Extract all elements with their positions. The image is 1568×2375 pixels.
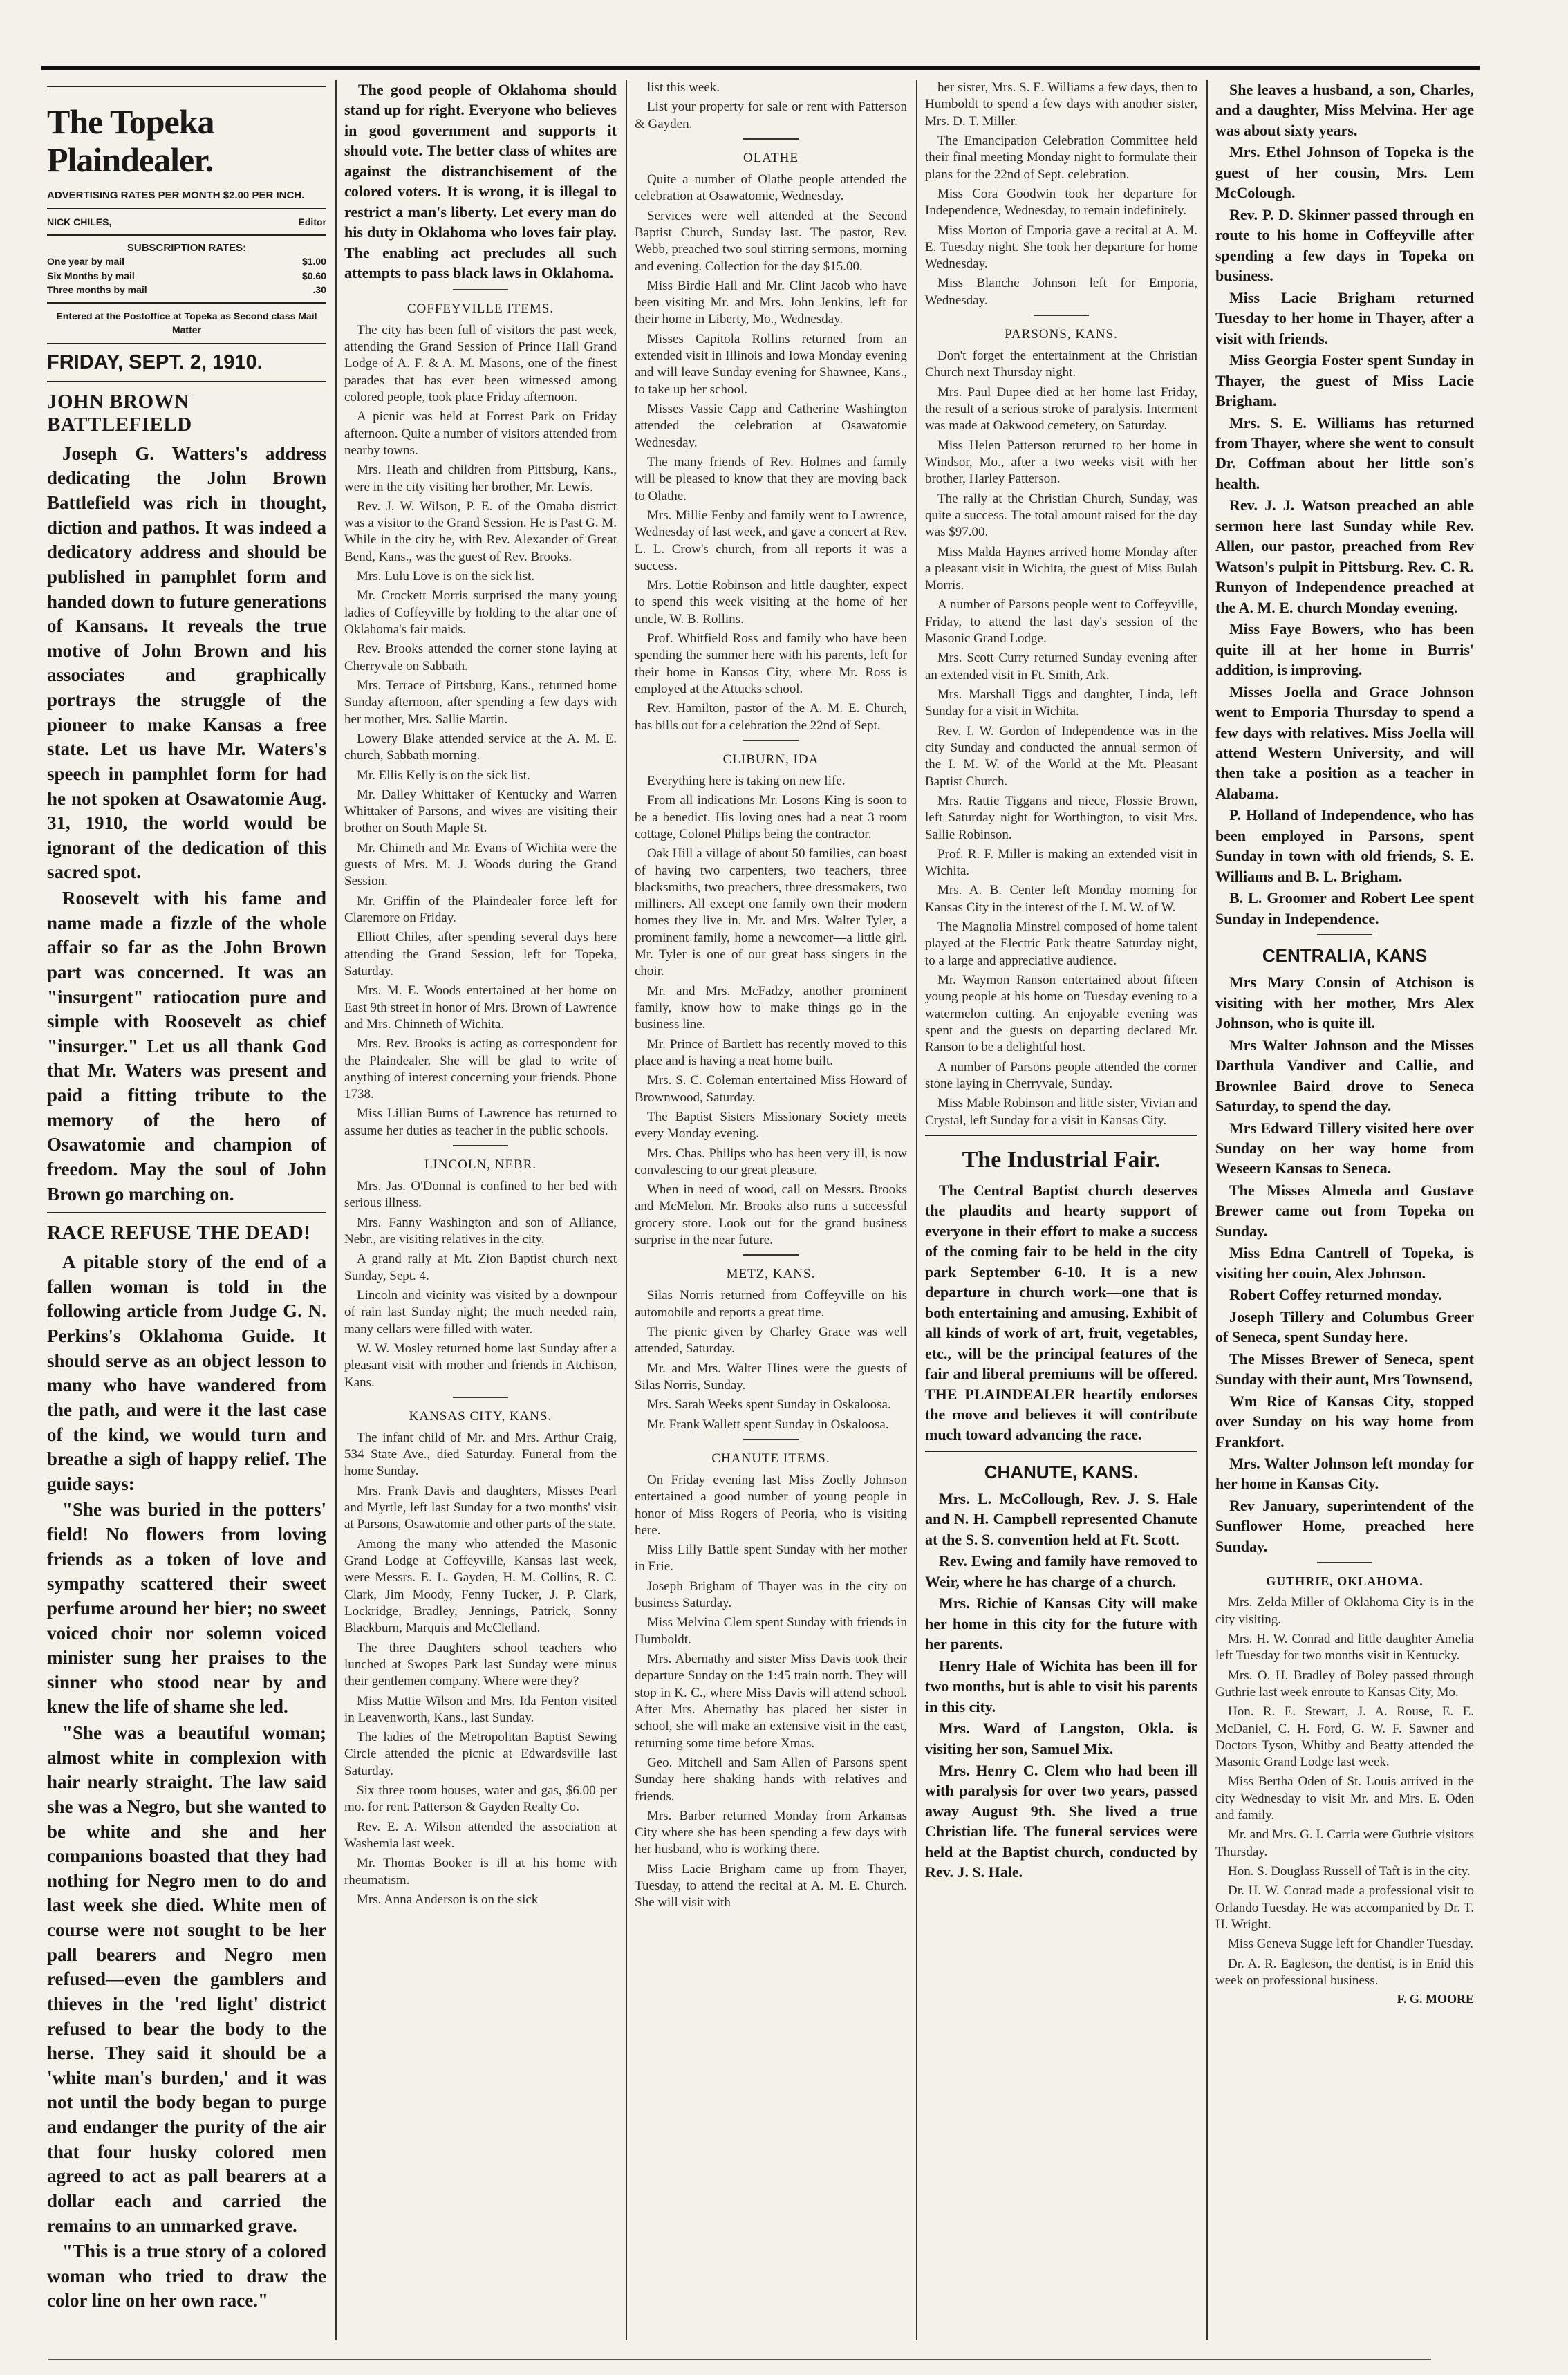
news-item: Mrs. Anna Anderson is on the sick — [357, 1892, 539, 1907]
news-item: Mrs. A. B. Center left Monday morning for Kansas City in the interest of the I. M. W. of W. — [925, 883, 1197, 915]
news-item: Mrs Mary Consin of Atchison is visiting with her mother, Mrs Alex Johnson, who is quite ill. — [1215, 974, 1474, 1032]
section-heading-olathe: OLATHE — [743, 150, 799, 165]
divider — [453, 1397, 508, 1398]
bottom-border-rule — [48, 2359, 1431, 2360]
news-item: Six three room houses, water and gas, $6.00 per mo. for rent. Patterson & Gayden Realty Co. — [344, 1783, 617, 1815]
news-item: Mr. Prince of Bartlett has recently moved to this place and is having a neat home built. — [635, 1036, 907, 1068]
news-item: Mrs. Marshall Tiggs and daughter, Linda, left Sunday for a visit in Wichita. — [925, 687, 1197, 719]
news-item: The rally at the Christian Church, Sunday, was quite a success. The total amount raised for the day was $97.00. — [925, 491, 1197, 540]
news-item: Rev January, superintendent of the Sunflower Home, preached here Sunday. — [1215, 1496, 1474, 1555]
news-item: Silas Norris returned from Coffeyville on his automobile and reports a great time. — [635, 1288, 907, 1320]
news-item: The Misses Almeda and Gustave Brewer came out from Topeka on Sunday. — [1215, 1181, 1474, 1240]
section-heading-chanute-items: CHANUTE ITEMS. — [711, 1451, 830, 1466]
headline-john-brown-battlefield: JOHN BROWN BATTLEFIELD — [47, 390, 192, 436]
news-item: Mr. Griffin of the Plaindealer force left for Claremore on Friday. — [344, 893, 617, 925]
headline-industrial-fair: The Industrial Fair. — [962, 1146, 1161, 1173]
news-item: List your property for sale or rent with Patterson & Gayden. — [635, 100, 907, 131]
news-item: Miss Lacie Brigham came up from Thayer, Tuesday, to attend the recital at A. M. E. Church. She will visit with — [635, 1861, 907, 1910]
news-item: Mrs. Richie of Kansas City will make her home in this city for the future with her parents. — [925, 1594, 1197, 1653]
rate-label: Six Months by mail — [47, 270, 135, 281]
news-items-continued — [635, 80, 907, 133]
news-item: She leaves a husband, a son, Charles, and a daughter, Miss Melvina. Her age was about sixty years. — [1215, 81, 1474, 139]
masthead-rule — [47, 86, 326, 89]
section-heading-coffeyville: COFFEYVILLE ITEMS. — [407, 301, 554, 316]
news-item: Miss Helen Patterson returned to her home in Windsor, Mo., after a two weeks visit with her brother, Harley Patterson. — [925, 438, 1197, 487]
divider — [453, 1145, 508, 1146]
news-item: Mrs. Sarah Weeks spent Sunday in Oskaloosa. — [647, 1397, 891, 1413]
news-item: From all indications Mr. Losons King is soon to be a benedict. His loving ones had a neat 3 room cottage, Colonel Philips being the contractor. — [635, 793, 907, 841]
article-paragraph: "She was a beautiful woman; almost white in complexion with hair nearly straight. The law said she was a Negro, but she wanted to be white and she and her companions boasted that they had nothing for Negro men to do and last week she died. White men of course were not sought to be her pall bearers and Negro men refused—even the gamblers and thieves in the 'red light' district refused to bear the body to the herse. They said it should be a 'white man's burden,' and it was not until the body began to purge and endanger the purity of the air that four husky colored men agreed to act as pall bearers at a dollar each and carried the remains to an unmarked grave. — [47, 1722, 326, 2236]
rate-value: .30 — [312, 283, 326, 295]
news-item: Mr. Thomas Booker is ill at his home with rheumatism. — [344, 1856, 617, 1888]
news-item: Mrs. Heath and children from Pittsburg, Kans., were in the city visiting her brother, Mr. Lewis. — [344, 463, 617, 494]
news-item: Mrs. Abernathy and sister Miss Davis took their departure Sunday on the 1:45 train north. They will stop in K. C., where Miss Davis will attend school. After Mrs. Abernathy has placed her sister in school, she will make an extensive visit in the east, returning some time before Xmas. — [635, 1652, 907, 1751]
news-item: Dr. H. W. Conrad made a professional visit to Orlando Tuesday. He was accompanied by Dr. T. H. Wright. — [1215, 1883, 1474, 1932]
news-item: Geo. Mitchell and Sam Allen of Parsons spent Sunday here shaking hands with relatives and friends. — [635, 1755, 907, 1804]
ad-rates: ADVERTISING RATES PER MONTH $2.00 PER INCH. — [47, 189, 305, 201]
news-item: When in need of wood, call on Messrs. Brooks and McMelon. Mr. Brooks also runs a successful grocery store. Look out for the grand business surprise in the near future. — [635, 1182, 907, 1248]
news-item: Joseph Brigham of Thayer was in the city on business Saturday. — [635, 1578, 907, 1611]
news-item: Misses Vassie Capp and Catherine Washington attended the celebration at Osawatomie Wednesday. — [635, 402, 907, 450]
column-5 — [1210, 80, 1480, 2340]
divider — [1317, 934, 1372, 935]
news-items-olathe — [635, 171, 907, 734]
news-item: Mr. and Mrs. Walter Hines were the guests of Silas Norris, Sunday. — [635, 1361, 907, 1393]
news-item: The Baptist Sisters Missionary Society meets every Monday evening. — [635, 1109, 907, 1142]
news-item: Miss Georgia Foster spent Sunday in Thayer, the guest of Miss Lacie Brigham. — [1215, 351, 1474, 410]
news-item: A picnic was held at Forrest Park on Friday afternoon. Quite a number of visitors attended from nearby towns. — [344, 409, 617, 458]
column-rule — [626, 80, 627, 2340]
rate-row — [47, 254, 326, 268]
news-item: Mr. Frank Wallett spent Sunday in Oskaloosa. — [647, 1417, 889, 1432]
news-item: The Magnolia Minstrel composed of home talent played at the Electric Park theatre Saturday night, to a large and appreciative audience. — [925, 920, 1197, 968]
news-items-continued — [1215, 80, 1474, 929]
news-item: B. L. Groomer and Robert Lee spent Sunday in Independence. — [1215, 889, 1474, 927]
correspondent-signature: F. G. MOORE — [1397, 1992, 1474, 2006]
rate-row — [47, 283, 326, 297]
news-item: Mr. and Mrs. G. I. Carria were Guthrie visitors Thursday. — [1215, 1827, 1474, 1859]
news-item: Mrs. Lulu Love is on the sick list. — [357, 569, 535, 584]
news-item: Mrs. Paul Dupee died at her home last Friday, the result of a serious stroke of paralysis. Interment was made at Oakwood cemetery, on Saturday. — [925, 384, 1197, 434]
divider — [1317, 1562, 1372, 1563]
news-item: Mrs. Frank Davis and daughters, Misses Pearl and Myrtle, left last Sunday for a two months' visit at Parsons, Osawatomie and other parts of the state. — [344, 1483, 617, 1532]
news-items-lincoln — [344, 1178, 617, 1391]
news-item: Mr. Chimeth and Mr. Evans of Wichita were the guests of Mrs. M. J. Woods during the Grand Session. — [344, 840, 617, 889]
news-item: Mr. Waymon Ranson entertained about fifteen young people at his home on Tuesday evening to a watermelon cutting. An enjoyable evening was spent and the guests on departing declared Mr. Ranson to be a delightful host. — [925, 973, 1197, 1055]
news-item: Miss Morton of Emporia gave a recital at A. M. E. Tuesday night. She took her departure for home Wednesday. — [925, 223, 1197, 272]
section-heading-metz: METZ, KANS. — [726, 1267, 816, 1282]
news-items-coffeyville — [344, 322, 617, 1139]
column-rule — [916, 80, 917, 2340]
news-item: Misses Joella and Grace Johnson went to Emporia Thursday to spend a few days with relatives. Miss Joella will attend Western University, and will then take a position as a teacher in Alabama. — [1215, 682, 1474, 802]
news-item: Everything here is taking on new life. — [647, 773, 846, 788]
news-item: Elliott Chiles, after spending several days here attending the Grand Session, left for Topeka, Saturday. — [344, 930, 617, 978]
news-item: Mrs. S. C. Coleman entertained Miss Howard of Brownwood, Saturday. — [635, 1073, 907, 1105]
news-item: Joseph Tillery and Columbus Greer of Seneca, spent Sunday here. — [1215, 1307, 1474, 1346]
news-item: The Emancipation Celebration Committee held their final meeting Monday night to formulate their plans for the 22nd of Sept. celebration. — [925, 133, 1197, 182]
news-item: Miss Geneva Sugge left for Chandler Tuesday. — [1228, 1937, 1473, 1952]
news-item: Rev. Hamilton, pastor of the A. M. E. Church, has bills out for a celebration the 22nd of Sept. — [635, 701, 907, 733]
news-item: list this week. — [647, 80, 720, 95]
news-item: A number of Parsons people went to Coffeyville, Friday, to attend the last day's session of the Masonic Grand Lodge. — [925, 597, 1197, 646]
divider — [47, 343, 326, 344]
news-item: Mr. Ellis Kelly is on the sick list. — [357, 767, 530, 783]
news-items-centralia — [1215, 972, 1474, 1556]
divider — [47, 234, 326, 236]
article-paragraph: "This is a true story of a colored woman who tried to draw the color line on her own race." — [47, 2241, 326, 2311]
column-4 — [920, 80, 1203, 2340]
news-items-parsons — [925, 348, 1197, 1129]
news-item: Miss Mattie Wilson and Mrs. Ida Fenton visited in Leavenworth, Kans., last Sunday. — [344, 1693, 617, 1725]
news-item: Henry Hale of Wichita has been ill for two months, but is able to visit his parents in this city. — [925, 1657, 1197, 1715]
rate-label: One year by mail — [47, 256, 125, 268]
news-item: Miss Melvina Clem spent Sunday with friends in Humboldt. — [635, 1615, 907, 1647]
news-item: Miss Lacie Brigham returned Tuesday to her home in Thayer, after a visit with friends. — [1215, 288, 1474, 347]
news-item: her sister, Mrs. S. E. Williams a few days, then to Humboldt to spend a few days with another sister, Mrs. D. T. Miller. — [925, 80, 1197, 129]
news-item: Mrs. Scott Curry returned Sunday evening after an extended visit in Ft. Smith, Ark. — [925, 651, 1197, 682]
news-items-continued — [925, 80, 1197, 309]
news-item: Mrs. Zelda Miller of Oklahoma City is in the city visiting. — [1215, 1595, 1474, 1627]
news-item: Miss Bertha Oden of St. Louis arrived in the city Wednesday to visit Mr. and Mrs. E. Oden and family. — [1215, 1774, 1474, 1823]
divider — [743, 740, 799, 741]
divider — [743, 1254, 799, 1256]
section-heading-cliburn: CLIBURN, IDA — [722, 752, 819, 767]
issue-date: FRIDAY, SEPT. 2, 1910. — [47, 351, 263, 373]
news-item: Oak Hill a village of about 50 families, can boast of having two carpenters, two teachers, three blacksmiths, two preachers, three dressmakers, two milliners. All except one family own their modern homes they live in. Mr. and Mrs. Walter Tyler, a prominent family, home a newcomer—a little girl. Mr. Tyler is one of our great bass singers in the choir. — [635, 846, 907, 979]
news-item: Mrs Walter Johnson and the Misses Darthula Vandiver and Callie, and Brownlee Baird drove to Seneca Saturday, to spend the day. — [1215, 1036, 1474, 1115]
news-item: A number of Parsons people attended the corner stone laying in Cherryvale, Sunday. — [925, 1059, 1197, 1091]
news-item: The ladies of the Metropolitan Baptist Sewing Circle attended the picnic at Edwardsville last Saturday. — [344, 1730, 617, 1778]
news-item: Mrs. Barber returned Monday from Arkansas City where she has been spending a few days with her husband, who is working there. — [635, 1808, 907, 1857]
top-border-rule — [41, 66, 1480, 70]
news-item: The city has been full of visitors the past week, attending the Grand Session of Prince Hall Grand Lodge of A. F. & A. M. Masons, one of the finest parades that has ever been witnessed among colored people, took place Friday afternoon. — [344, 322, 617, 404]
news-items-chanute-kans — [925, 1489, 1197, 1883]
news-item: Quite a number of Olathe people attended the celebration at Osawatomie, Wednesday. — [635, 171, 907, 204]
news-item: Mrs. Walter Johnson left monday for her home in Kansas City. — [1215, 1455, 1474, 1493]
news-item: P. Holland of Independence, who has been employed in Parsons, spent Sunday in town with old friends, S. E. Williams and B. L. Brigham. — [1215, 806, 1474, 885]
rate-value: $1.00 — [301, 256, 326, 268]
article-paragraph: "She was buried in the potters' field! No flowers from loving friends as a token of love and sympathy scattered their sweet perfume around her bier; no sweet voiced choir nor solemn voiced minister sung her praises to the sinner who stood near by and knew the life of shame she led. — [47, 1499, 326, 1717]
rate-label: Three months by mail — [47, 283, 147, 295]
rate-row — [47, 269, 326, 283]
news-item: Services were well attended at the Second Baptist Church, Sunday last. The pastor, Rev. Webb, preached two soul stirring sermons, morning and evening. Collection for the day $15.00. — [635, 208, 907, 274]
news-item: Mrs. Jas. O'Donnal is confined to her bed with serious illness. — [344, 1179, 617, 1211]
news-item: Rev. J. J. Watson preached an able sermon here last Sunday while Rev. Allen, our pastor, preached from Rev Watson's pulpit in Pittsburg. Rev. C. R. Runyon of Independence preached at the A. M. E. church Monday evening. — [1215, 496, 1474, 616]
masthead-title: The Topeka Plaindealer. — [47, 102, 214, 179]
news-item: Mr. Crockett Morris surprised the many young ladies of Coffeyville by holding to the altar one of Oklahoma's fair maids. — [344, 588, 617, 637]
news-item: Hon. S. Douglass Russell of Taft is in the city. — [1228, 1864, 1471, 1879]
news-item: The picnic given by Charley Grace was well attended, Saturday. — [635, 1325, 907, 1357]
column-rule — [1206, 80, 1208, 2340]
divider — [743, 138, 799, 140]
news-item: A grand rally at Mt. Zion Baptist church next Sunday, Sept. 4. — [344, 1251, 617, 1283]
news-item: Mr. and Mrs. McFadzy, another prominent family, know how to make things go in the business line. — [635, 983, 907, 1032]
divider — [47, 302, 326, 304]
article-paragraph: Joseph G. Watters's address dedicating the John Brown Battlefield was rich in thought, diction and pathos. It was indeed a dedicatory address and should be published in pamphlet form and handed down to future generations of Kansans. It reveals the true motive of John Brown and his associates and graphically portrays the struggle of the pioneer to make Kansas a free state. Let us have Mr. Waters's speech in pamphlet form for had he not spoken at Osawatomie Aug. 31, 1910, the world would be ignorant of the dedication of this sacred spot. — [47, 443, 326, 883]
news-item: Rev. Ewing and family have removed to Weir, where he has charge of a church. — [925, 1552, 1197, 1590]
news-item: Miss Edna Cantrell of Topeka, is visiting her couin, Alex Johnson. — [1215, 1244, 1474, 1282]
news-item: Mrs. M. E. Woods entertained at her home on East 9th street in honor of Mrs. Brown of Lawrence and Mrs. Chinneth of Wichita. — [344, 983, 617, 1032]
news-item: Miss Lillian Burns of Lawrence has returned to assume her duties as teacher in the public schools. — [344, 1106, 617, 1138]
editorial-paragraph: The good people of Oklahoma should stand up for right. Everyone who believes in good government and supports it should vote. The better class of whites are against the distranchisement of the colored voters. It is wrong, it is illegal to restrict a man's liberty. Let every man do his duty in Oklahoma who loves fair play. The enabling act precludes all such attempts to pass black laws in Oklahoma. — [344, 81, 617, 282]
section-heading-parsons: PARSONS, KANS. — [1005, 327, 1118, 342]
news-item: W. W. Mosley returned home last Sunday after a pleasant visit with mother and friends in Atchison, Kans. — [344, 1341, 617, 1390]
column-2 — [339, 80, 622, 2340]
news-item: Miss Birdie Hall and Mr. Clint Jacob who have been visiting Mr. and Mrs. John Jenkins, left for their home in Liberty, Mo., Wednesday. — [635, 278, 907, 327]
news-item: Rev. Brooks attended the corner stone laying at Cherryvale on Sabbath. — [344, 642, 617, 673]
news-item: Dr. A. R. Eagleson, the dentist, is in Enid this week on professional business. — [1215, 1956, 1474, 1988]
editor-line — [47, 215, 326, 229]
news-item: Mrs. Rattie Tiggans and niece, Flossie Brown, left Saturday night for Worthington, to visit Mrs. Sallie Robinson. — [925, 793, 1197, 842]
news-items-kansas-city — [344, 1430, 617, 1908]
column-rule — [335, 80, 337, 2340]
news-item: Wm Rice of Kansas City, stopped over Sunday on his way home from Frankfort. — [1215, 1392, 1474, 1451]
editor-name: NICK CHILES, — [47, 216, 112, 227]
news-item: The three Daughters school teachers who lunched at Swopes Park last Sunday were minus their gentlemen company. Where were they? — [344, 1640, 617, 1689]
news-item: Rev. I. W. Gordon of Independence was in the city Sunday and conducted the annual sermon of the I. M. W. of the World at the Mt. Pleasant Baptist Church. — [925, 723, 1197, 789]
news-item: Rev. J. W. Wilson, P. E. of the Omaha district was a visitor to the Grand Session. He is Past G. M. While in the city he, with Rev. Alexander of Great Bend, Kans., was the guest of Rev. Brooks. — [344, 499, 617, 564]
section-heading-kansas-city: KANSAS CITY, KANS. — [409, 1408, 552, 1424]
divider — [925, 1451, 1197, 1452]
news-item: Hon. R. E. Stewart, J. A. Rouse, E. E. McDaniel, C. H. Ford, G. W. F. Sawner and Doctors Tyson, Whitby and Beatty attended the Masonic Grand Lodge last week. — [1215, 1704, 1474, 1770]
article-paragraph: The Central Baptist church deserves the plaudits and hearty support of everyone in their effort to make a success of the coming fair to be held in the city park September 6-10. It is a new departure in church work—one that is both entertaining and amusing. Exhibit of all kinds of work of art, fruit, vegetables, etc., will be the principal features of the fair and liberal premiums will be offered. THE PLAINDEALER heartily endorses the move and believes it will contribute much toward advancing the race. — [925, 1181, 1197, 1444]
news-item: Lincoln and vicinity was visited by a downpour of rain last Sunday night; the much needed rain, many cellars were filled with water. — [344, 1287, 617, 1336]
news-item: Miss Blanche Johnson left for Emporia, Wednesday. — [925, 276, 1197, 308]
section-heading-chanute-kans: CHANUTE, KANS. — [984, 1461, 1139, 1482]
news-item: Mrs. H. W. Conrad and little daughter Amelia left Tuesday for two months visit in Kentucky. — [1215, 1631, 1474, 1664]
news-item: The infant child of Mr. and Mrs. Arthur Craig, 534 State Ave., died Saturday. Funeral from the home Sunday. — [344, 1430, 617, 1479]
divider — [47, 381, 326, 382]
news-item: Don't forget the entertainment at the Christian Church next Thursday night. — [925, 348, 1197, 380]
news-item: Mrs. Ethel Johnson of Topeka is the guest of her cousin, Mrs. Lem McColough. — [1215, 143, 1474, 202]
news-item: Mrs. Millie Fenby and family went to Lawrence, Wednesday of last week, and gave a concert at Rev. L. L. Crow's church, from all reports it was a success. — [635, 507, 907, 573]
section-heading-guthrie: GUTHRIE, OKLAHOMA. — [1266, 1574, 1424, 1589]
article-paragraph: A pitable story of the end of a fallen woman is told in the following article from Judge G. N. Perkins's Oklahoma Guide. It should serve as an object lesson to many who have wandered from the path, and were it the last case of the kind, we would turn and breathe a sigh of happy relief. The guide says: — [47, 1251, 326, 1494]
news-item: Mrs. Fanny Washington and son of Alliance, Nebr., are visiting relatives in the city. — [344, 1215, 617, 1247]
divider — [1034, 315, 1089, 316]
news-item: Lowery Blake attended service at the A. M. E. church, Sabbath morning. — [344, 731, 617, 763]
subscription-heading: SUBSCRIPTION RATES: — [127, 241, 247, 254]
news-items-chanute — [635, 1472, 907, 1912]
news-item: Mrs. Ward of Langston, Okla. is visiting her son, Samuel Mix. — [925, 1720, 1197, 1758]
news-items-cliburn — [635, 773, 907, 1249]
news-item: Miss Malda Haynes arrived home Monday after a pleasant visit in Wichita, the guest of Miss Bulah Morris. — [925, 544, 1197, 593]
news-item: Miss Lilly Battle spent Sunday with her mother in Erie. — [635, 1543, 907, 1574]
news-item: Rev. P. D. Skinner passed through en route to his home in Coffeyville after spending a few days in Topeka on business. — [1215, 205, 1474, 285]
news-item: Miss Faye Bowers, who has been quite ill at her home in Burris' addition, is improving. — [1215, 620, 1474, 679]
news-item: Mrs. O. H. Bradley of Boley passed through Guthrie last week enroute to Kansas City, Mo. — [1215, 1668, 1474, 1699]
rate-value: $0.60 — [301, 270, 326, 281]
news-item: Miss Cora Goodwin took her departure for Independence, Wednesday, to remain indefinitely. — [925, 186, 1197, 218]
news-item: Mrs. Rev. Brooks is acting as correspondent for the Plaindealer. She will be glad to write of anything of interest concerning your friends. Phone 1738. — [344, 1036, 617, 1102]
news-item: Rev. E. A. Wilson attended the association at Washemia last week. — [344, 1819, 617, 1851]
divider — [47, 208, 326, 209]
divider — [743, 1439, 799, 1440]
news-item: Robert Coffey returned monday. — [1229, 1286, 1442, 1304]
editor-label: Editor — [298, 216, 326, 227]
news-item: The Misses Brewer of Seneca, spent Sunday with their aunt, Mrs Townsend, — [1215, 1350, 1474, 1388]
news-item: Mrs. Lottie Robinson and little daughter, expect to spend this week visiting at the home of her uncle, W. B. Rollins. — [635, 578, 907, 626]
divider — [47, 1212, 326, 1213]
news-item: Mrs. S. E. Williams has returned from Thayer, where she went to consult Dr. Coffman about her little son's health. — [1215, 413, 1474, 492]
news-items-metz — [635, 1287, 907, 1433]
entered-notice: Entered at the Postoffice at Topeka as Second class Mail Matter — [56, 310, 317, 336]
news-item: Misses Capitola Rollins returned from an extended visit in Illinois and Iowa Monday evening and will leave Sunday evening for Shawnee, Kans., to take up her school. — [635, 331, 907, 397]
news-item: Mrs. Terrace of Pittsburg, Kans., returned home Sunday afternoon, after spending a few days with her mother, Mrs. Sallie Martin. — [344, 678, 617, 727]
news-item: Mrs. L. McCollough, Rev. J. S. Hale and N. H. Campbell represented Chanute at the S. S. convention held at Ft. Scott. — [925, 1489, 1197, 1548]
headline-race-refuse-the-dead: RACE REFUSE THE DEAD! — [47, 1222, 311, 1245]
section-heading-lincoln: LINCOLN, NEBR. — [424, 1157, 537, 1173]
article-paragraph: Roosevelt with his fame and name made a fizzle of the whole affair so far as the John Brown part was concerned. It was an "insurgent" ratiocation pure and simple with Roosevelt as chief "insurger." Let us all thank God that Mr. Waters was present and paid a fitting tribute to the memory of the hero of Osawatomie and champion of freedom. May the soul of John Brown go marching on. — [47, 888, 326, 1204]
news-items-guthrie — [1215, 1594, 1474, 1989]
divider — [453, 289, 508, 290]
news-item: Miss Mable Robinson and little sister, Vivian and Crystal, left Sunday for a visit in Kansas City. — [925, 1096, 1197, 1128]
section-heading-centralia: CENTRALIA, KANS — [1262, 945, 1428, 967]
news-item: Among the many who attended the Masonic Grand Lodge at Coffeyville, Kansas last week, were Messrs. E. L. Gayden, H. M. Collins, R. C. Clark, Jim Moody, Fenny Tucker, J. P. Clark, Lockridge, Bradley, Jennings, Patrick, Sonny Blackburn, Marquis and McClelland. — [344, 1536, 617, 1636]
newspaper-page — [41, 66, 1480, 2347]
news-item: On Friday evening last Miss Zoelly Johnson entertained a good number of young people in honor of Miss Rogers of Peoria, who is visiting here. — [635, 1472, 907, 1538]
news-item: The many friends of Rev. Holmes and family will be pleased to know that they are moving back to Olathe. — [635, 454, 907, 503]
column-1 — [41, 80, 332, 2340]
news-item: Prof. Whitfield Ross and family who have been spending the summer here with his parents, left for their home in Kansas City, where Mr. Ross is employed at the Attucks school. — [635, 631, 907, 696]
column-3 — [629, 80, 913, 2340]
divider — [925, 1135, 1197, 1136]
news-item: Mrs. Henry C. Clem who had been ill with paralysis for over two years, passed away August 9th. She lived a true Christian life. The funeral services were held at the Baptist church, conducted by Rev. J. S. Hale. — [925, 1762, 1197, 1881]
news-item: Mrs Edward Tillery visited here over Sunday on her way home from Weseern Kansas to Seneca. — [1215, 1119, 1474, 1177]
news-item: Mrs. Chas. Philips who has been very ill, is now convalescing to our great pleasure. — [635, 1146, 907, 1177]
news-item: Prof. R. F. Miller is making an extended visit in Wichita. — [925, 846, 1197, 879]
news-item: Mr. Dalley Whittaker of Kentucky and Warren Whittaker of Parsons, and wives are visiting their brother on South Maple St. — [344, 787, 617, 836]
